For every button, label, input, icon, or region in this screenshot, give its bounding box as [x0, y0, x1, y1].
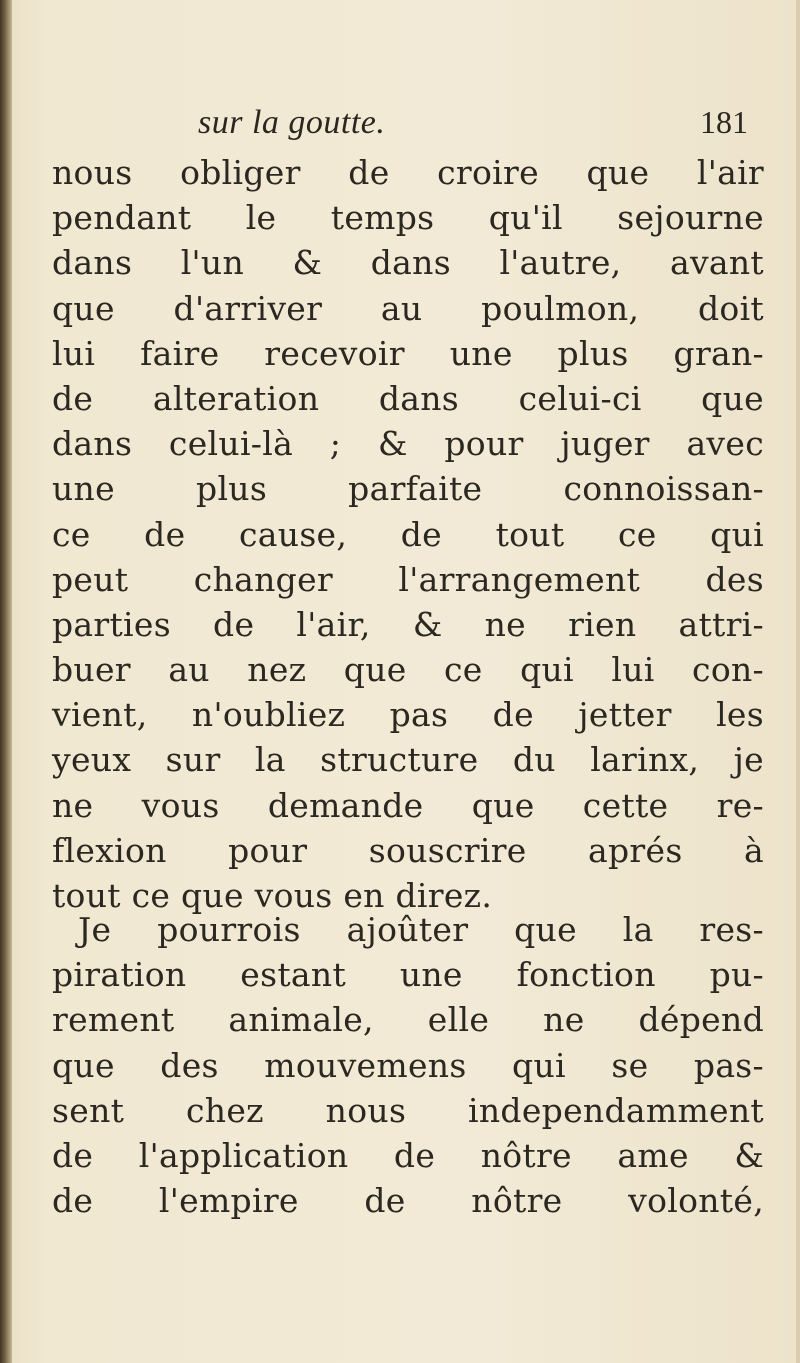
text-line: sent chez nous independamment	[52, 1090, 764, 1130]
text-line: peut changer l'arrangement des	[52, 559, 764, 599]
text-line: yeux sur la structure du larinx, je	[52, 740, 764, 780]
page-header	[60, 104, 760, 154]
book-binding-edge	[0, 0, 12, 1363]
text-line: dans celui-là ; & pour juger avec	[52, 424, 764, 464]
text-line: que d'arriver au poulmon, doit	[52, 288, 764, 328]
text-line: que des mouvemens qui se pas-	[52, 1045, 764, 1085]
text-line: nous obliger de croire que l'air	[52, 153, 764, 192]
text-line: ne vous demande que cette re-	[52, 785, 764, 825]
page-edge	[796, 0, 800, 1363]
text-line: lui faire recevoir une plus gran-	[52, 333, 764, 373]
text-line: rement animale, elle ne dépend	[52, 1000, 764, 1040]
text-line: Je pourrois ajoûter que la res-	[78, 910, 764, 949]
text-line: dans l'un & dans l'autre, avant	[52, 243, 764, 283]
text-line: parties de l'air, & ne rien attri-	[52, 604, 764, 644]
text-line: de alteration dans celui-ci que	[52, 378, 764, 418]
text-line: de l'empire de nôtre volonté,	[52, 1181, 764, 1221]
text-line: de l'application de nôtre ame &	[52, 1135, 764, 1175]
text-line: buer au nez que ce qui lui con-	[52, 650, 764, 690]
text-line: piration estant une fonction pu-	[52, 955, 764, 995]
paragraph-2	[52, 907, 764, 1223]
text-line: une plus parfaite connoissan-	[52, 469, 764, 509]
page-number: 181	[700, 104, 748, 140]
text-line: flexion pour souscrire aprés à	[52, 830, 764, 870]
text-line: vient, n'oubliez pas de jetter les	[52, 695, 764, 735]
text-line: tout ce que vous en direz.	[52, 876, 493, 915]
text-line: pendant le temps qu'il sejourne	[52, 198, 764, 238]
text-line: ce de cause, de tout ce qui	[52, 514, 764, 554]
running-title: sur la goutte.	[198, 104, 386, 141]
paragraph-1	[52, 150, 764, 918]
